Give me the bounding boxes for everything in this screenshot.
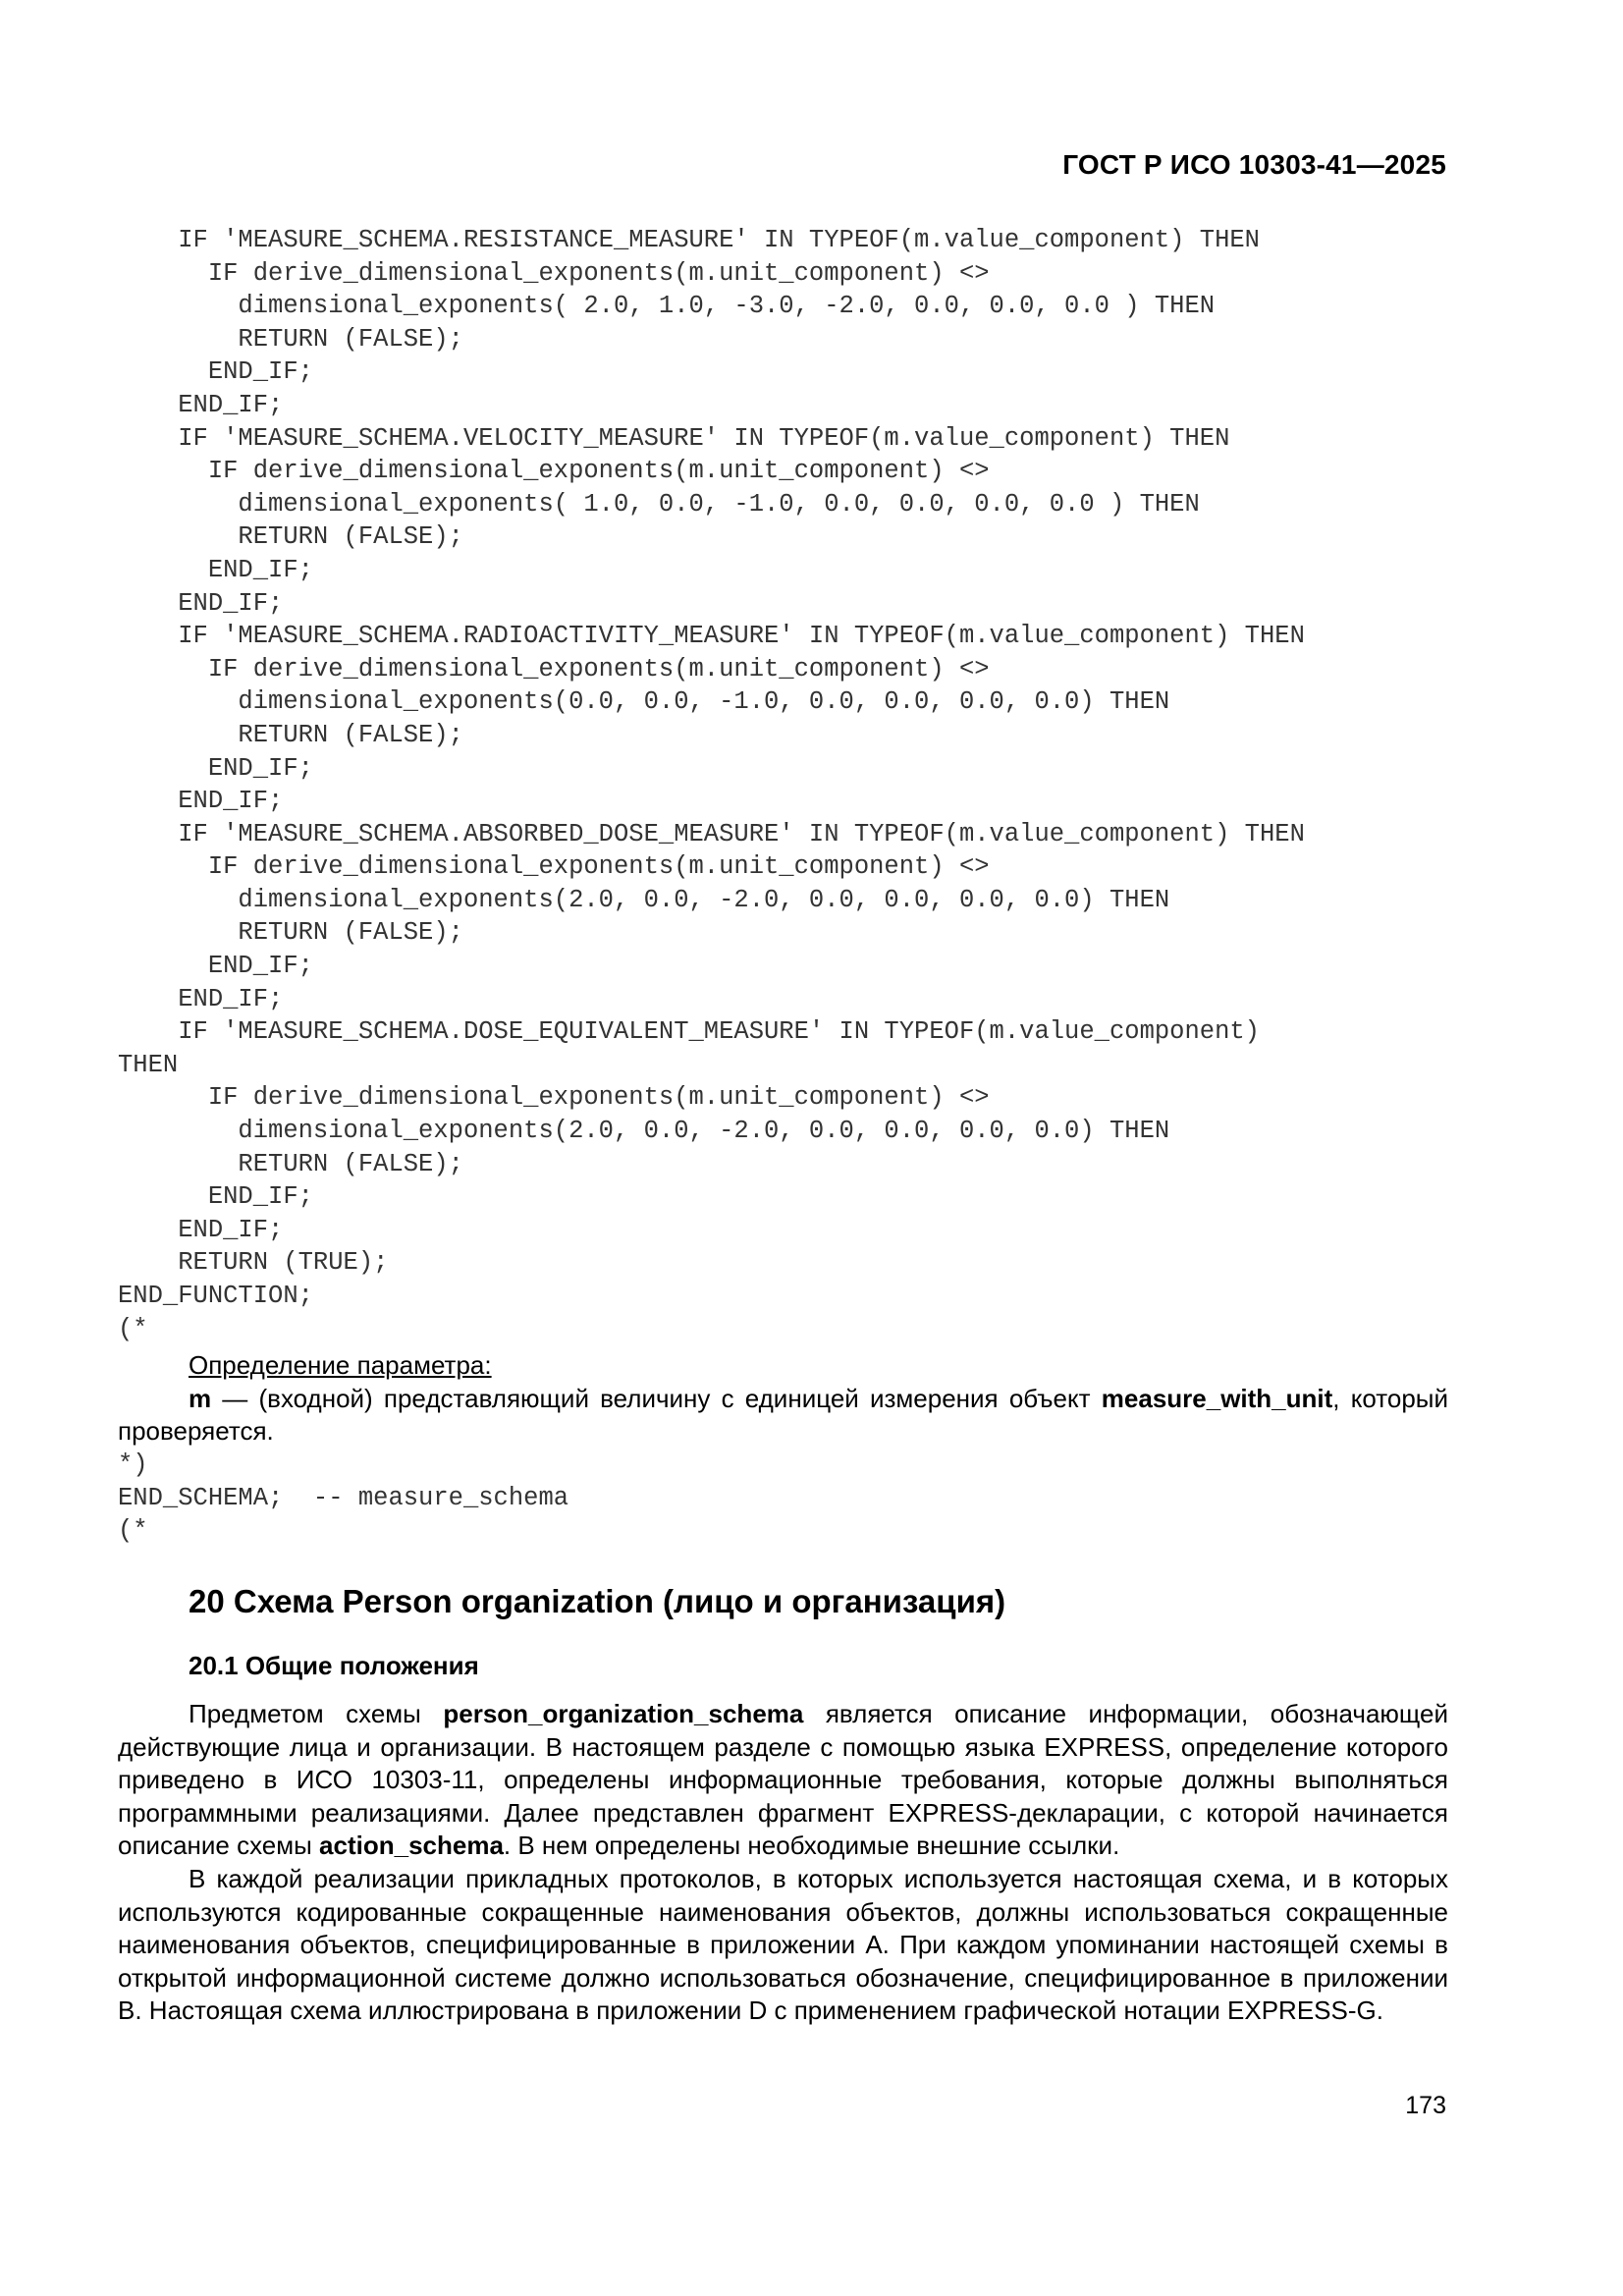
standard-header: ГОСТ Р ИСО 10303-41—2025 bbox=[1062, 149, 1446, 180]
subsection-heading: 20.1 Общие положения bbox=[189, 1651, 479, 1680]
text-run: . В нем определены необходимые внешние ссылки. bbox=[503, 1831, 1120, 1861]
code-line: dimensional_exponents( 1.0, 0.0, -1.0, 0.0, 0.0, 0.0, 0.0 ) THEN bbox=[118, 489, 1200, 519]
code-line: (* bbox=[118, 1516, 148, 1546]
code-line: IF 'MEASURE_SCHEMA.VELOCITY_MEASURE' IN TYPEOF(m.value_component) THEN bbox=[118, 423, 1230, 453]
code-line: dimensional_exponents(2.0, 0.0, -2.0, 0.0, 0.0, 0.0, 0.0) THEN bbox=[118, 885, 1170, 914]
param-name: m bbox=[189, 1383, 212, 1413]
code-line: dimensional_exponents( 2.0, 1.0, -3.0, -2.0, 0.0, 0.0, 0.0 ) THEN bbox=[118, 292, 1216, 321]
code-line: THEN bbox=[118, 1050, 179, 1079]
section-heading: 20 Схема Person organization (лицо и организация) bbox=[189, 1583, 1006, 1619]
code-line: END_IF; bbox=[118, 390, 284, 419]
code-line: IF derive_dimensional_exponents(m.unit_component) <> bbox=[118, 1083, 990, 1113]
code-line: END_FUNCTION; bbox=[118, 1282, 313, 1310]
body-paragraph-2: В каждой реализации прикладных протоколов, в которых используется настоящая схема, и в которых используются кодированные сокращенные наименования объектов, должны использоваться сокращенные наименования объектов, специфицированные в приложении A. При каждом упоминании настоящей схемы в открытой информационной системе должно использоваться обозначение, специфицированное в приложении B. Настоящая схема иллюстрирована в приложении D с применением графической нотации EXPRESS-G. bbox=[118, 1863, 1448, 2026]
code-line: IF 'MEASURE_SCHEMA.RESISTANCE_MEASURE' IN TYPEOF(m.value_component) THEN bbox=[118, 226, 1260, 254]
code-line: RETURN (TRUE); bbox=[118, 1248, 389, 1278]
code-line: RETURN (FALSE); bbox=[118, 324, 463, 354]
code-line: END_IF; bbox=[118, 555, 313, 584]
schema-name: person_organization_schema bbox=[443, 1699, 804, 1728]
code-line: dimensional_exponents(2.0, 0.0, -2.0, 0.0, 0.0, 0.0, 0.0) THEN bbox=[118, 1117, 1170, 1146]
param-description-end: , который проверяется. bbox=[118, 1383, 1449, 1447]
code-line: IF derive_dimensional_exponents(m.unit_component) <> bbox=[118, 457, 990, 486]
code-line: RETURN (FALSE); bbox=[118, 918, 463, 948]
schema-name: action_schema bbox=[319, 1831, 504, 1861]
code-line: END_IF; bbox=[118, 753, 313, 783]
express-code-block-1 bbox=[118, 224, 1492, 1345]
text-run: Предметом схемы bbox=[189, 1699, 444, 1728]
code-line: RETURN (FALSE); bbox=[118, 720, 463, 749]
code-line: IF 'MEASURE_SCHEMA.DOSE_EQUIVALENT_MEASURE' IN TYPEOF(m.value_component) bbox=[118, 1017, 1260, 1047]
code-line: END_IF; bbox=[118, 984, 284, 1013]
code-line: IF 'MEASURE_SCHEMA.RADIOACTIVITY_MEASURE' IN TYPEOF(m.value_component) THEN bbox=[118, 622, 1305, 651]
text-run: является описание информации, обозначающей действующие лица и организации. В настоящем разделе с помощью языка EXPRESS, определение которого приведено в ИСО 10303-11, определены информационные требования, которые должны выполняться программными реализациями. Далее представлен фрагмент EXPRESS-декларации, с которой начинается описание схемы bbox=[118, 1699, 1449, 1861]
code-line: END_IF; bbox=[118, 357, 313, 387]
code-line: END_IF; bbox=[118, 1182, 313, 1212]
param-entity: measure_with_unit bbox=[1101, 1383, 1333, 1413]
param-description: — (входной) представляющий величину с единицей измерения объект bbox=[211, 1383, 1102, 1413]
code-line: END_IF; bbox=[118, 1215, 284, 1244]
code-line: dimensional_exponents(0.0, 0.0, -1.0, 0.0, 0.0, 0.0, 0.0) THEN bbox=[118, 687, 1170, 717]
code-line: END_IF; bbox=[118, 952, 313, 981]
page-number: 173 bbox=[1405, 2092, 1446, 2119]
code-line: IF derive_dimensional_exponents(m.unit_component) <> bbox=[118, 852, 990, 882]
code-line: *) bbox=[118, 1450, 148, 1479]
code-line: (* bbox=[118, 1314, 148, 1343]
code-line: END_SCHEMA; -- measure_schema bbox=[118, 1483, 569, 1512]
section-body bbox=[118, 1698, 1448, 2028]
code-line: RETURN (FALSE); bbox=[118, 1149, 463, 1178]
parameter-definition bbox=[118, 1349, 1448, 1449]
code-line: RETURN (FALSE); bbox=[118, 522, 463, 552]
code-line: END_IF; bbox=[118, 588, 284, 618]
code-line: IF derive_dimensional_exponents(m.unit_component) <> bbox=[118, 258, 990, 288]
body-paragraph-1 bbox=[118, 1698, 1448, 1863]
code-line: IF derive_dimensional_exponents(m.unit_component) <> bbox=[118, 654, 990, 683]
express-code-block-2 bbox=[118, 1449, 1492, 1548]
code-line: IF 'MEASURE_SCHEMA.ABSORBED_DOSE_MEASURE' IN TYPEOF(m.value_component) THEN bbox=[118, 819, 1305, 848]
definition-text bbox=[118, 1383, 1448, 1449]
definition-title: Определение параметра: bbox=[189, 1350, 492, 1380]
code-line: END_IF; bbox=[118, 787, 284, 816]
